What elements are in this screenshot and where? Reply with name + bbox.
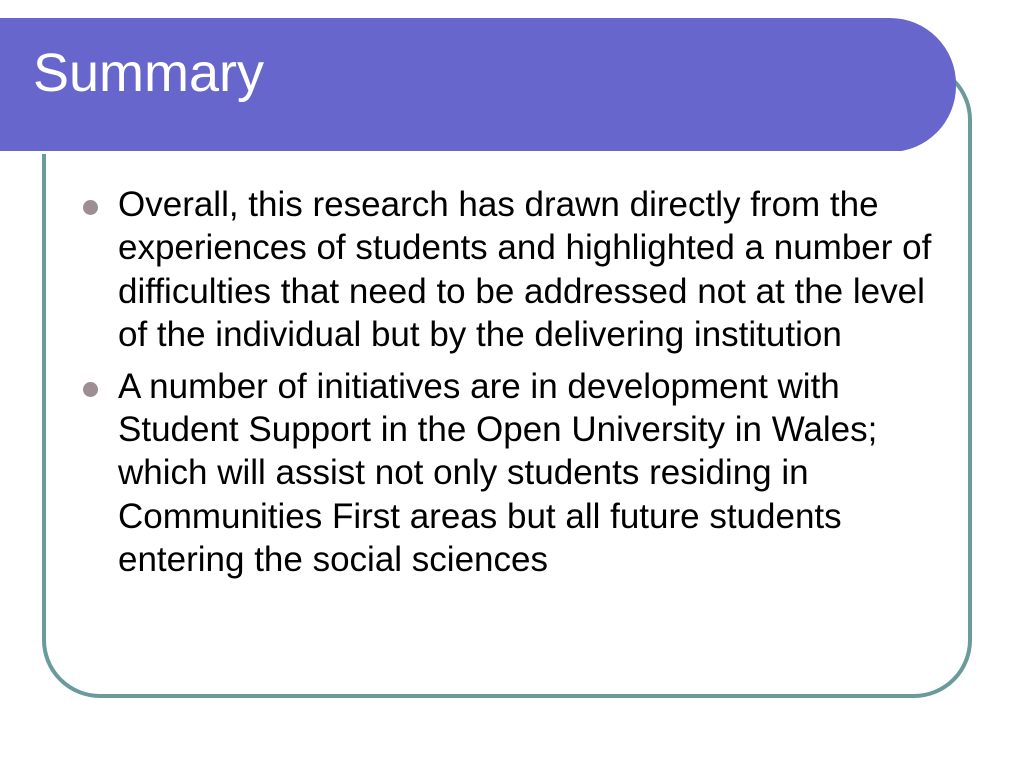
bullet-item [80,365,960,582]
bullet-text: A number of initiatives are in development with Student Support in the Open University in Wales; which will assist not only students residing in Communities First areas but all future students entering the social sciences [118,366,878,580]
bullet-text: Overall, this research has drawn directly from the experiences of students and highlighted a number of difficulties that need to be addressed not at the level of the individual but by the delivering institution [118,185,932,355]
bullet-icon [83,200,98,215]
bullet-item [80,183,960,357]
bullet-list [80,183,960,590]
bullet-icon [83,382,98,397]
title-underline [0,151,904,154]
slide-title: Summary [33,43,265,103]
